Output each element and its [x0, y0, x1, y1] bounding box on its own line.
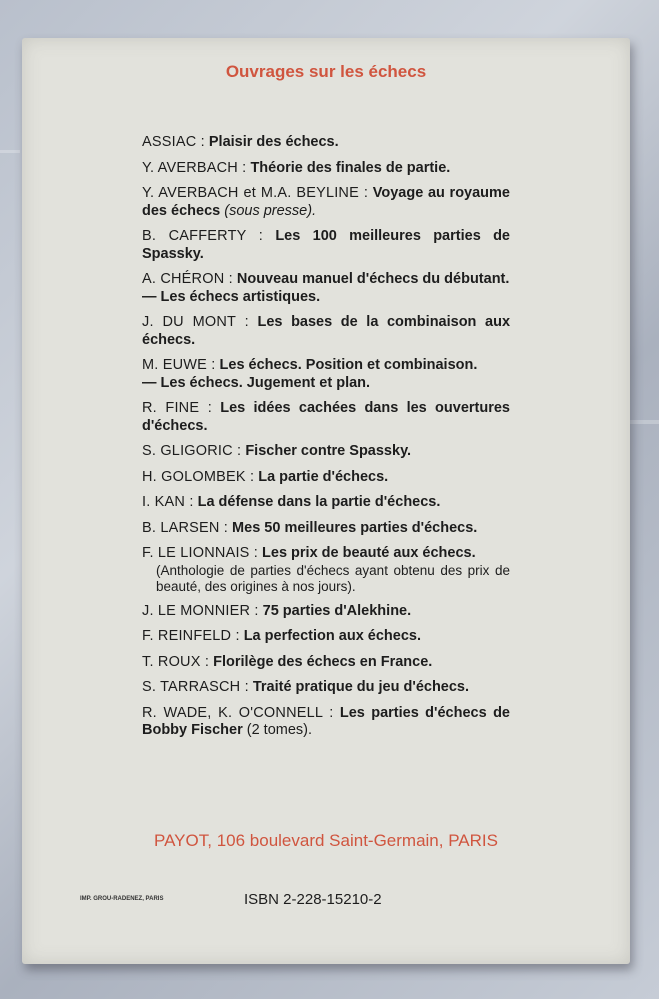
book-entry	[142, 160, 510, 178]
entry-author: M. EUWE :	[142, 357, 216, 373]
fabric-fold	[630, 420, 659, 424]
book-entry	[142, 271, 510, 306]
entry-title: Mes 50 meilleures parties d'échecs.	[232, 519, 478, 536]
entry-title: Les échecs. Position et combinaison.	[219, 357, 478, 373]
entry-title: Les parties d'échecs de Bobby Fischer	[142, 704, 510, 738]
book-entry	[142, 185, 510, 220]
entry-extra: (sous presse).	[224, 202, 317, 219]
entry-title: Les idées cachées dans les ouvertures d'échecs.	[142, 400, 510, 434]
isbn-number: ISBN 2-228-15210-2	[244, 891, 382, 908]
book-entry	[142, 314, 510, 349]
entry-note: (Anthologie de parties d'échecs ayant obtenu des prix de beauté, des origines à nos jours).	[156, 562, 510, 594]
entry-title: 75 parties d'Alekhine.	[262, 602, 412, 619]
book-entry	[142, 400, 510, 435]
entry-author: Y. AVERBACH :	[142, 159, 247, 176]
book-entry	[142, 654, 510, 672]
entry-author: F. REINFELD :	[142, 628, 240, 644]
entry-author: T. ROUX :	[142, 653, 210, 670]
entry-title: Les 100 meilleures parties de Spassky.	[142, 228, 510, 262]
entry-subtitle: — Les échecs artistiques.	[142, 288, 321, 305]
book-entry	[142, 545, 510, 595]
entry-title: Plaisir des échecs.	[208, 134, 339, 150]
entry-author: S. TARRASCH :	[142, 679, 249, 695]
entry-title: Traité pratique du jeu d'échecs.	[252, 679, 470, 695]
cover-heading: Ouvrages sur les échecs	[225, 62, 427, 81]
book-entry	[142, 469, 510, 487]
entry-author: B. LARSEN :	[142, 519, 229, 536]
entry-title: Nouveau manuel d'échecs du débutant.	[236, 271, 510, 287]
publisher-address: PAYOT, 106 boulevard Saint-Germain, PARIS	[154, 831, 498, 850]
printer-imprint: IMP. GROU-RADENEZ, PARIS	[80, 896, 164, 902]
entry-author: I. KAN :	[142, 494, 194, 510]
entry-subtitle: — Les échecs. Jugement et plan.	[142, 374, 371, 391]
entry-title: La partie d'échecs.	[258, 468, 389, 485]
entry-author: R. WADE, K. O'CONNELL :	[142, 704, 334, 721]
book-entry	[142, 134, 510, 152]
entry-title: La défense dans la partie d'échecs.	[197, 494, 441, 510]
entry-title: Les prix de beauté aux échecs.	[262, 545, 476, 561]
entry-author: Y. AVERBACH et M.A. BEYLINE :	[142, 185, 369, 201]
entry-title: La perfection aux échecs.	[243, 628, 421, 644]
entry-title: Voyage au royaume des échecs	[142, 185, 510, 219]
entry-author: B. CAFFERTY :	[142, 228, 263, 244]
entry-title: Théorie des finales de partie.	[250, 159, 451, 176]
book-entry	[142, 228, 510, 263]
book-entry	[142, 520, 510, 538]
entry-author: F. LE LIONNAIS :	[142, 545, 259, 561]
entry-extra: (2 tomes).	[246, 722, 313, 738]
entry-author: A. CHÉRON :	[142, 271, 233, 287]
book-entry	[142, 443, 510, 461]
entry-author: H. GOLOMBEK :	[142, 468, 255, 485]
entry-author: J. DU MONT :	[142, 314, 249, 330]
entry-title: Fischer contre Spassky.	[245, 443, 412, 459]
book-entry	[142, 679, 510, 697]
entry-title: Les bases de la combinaison aux échecs.	[142, 314, 511, 348]
entry-title: Florilège des échecs en France.	[213, 653, 433, 670]
book-entry	[142, 628, 510, 646]
book-back-cover	[22, 38, 630, 964]
book-list	[142, 134, 510, 748]
entry-author: S. GLIGORIC :	[142, 443, 242, 459]
book-entry	[142, 494, 510, 512]
book-entry	[142, 357, 510, 392]
entry-author: J. LE MONNIER :	[142, 602, 259, 619]
book-entry	[142, 705, 510, 740]
fabric-fold	[0, 150, 20, 153]
entry-author: R. FINE :	[142, 400, 212, 416]
entry-author: ASSIAC :	[142, 134, 205, 150]
book-entry	[142, 603, 510, 621]
